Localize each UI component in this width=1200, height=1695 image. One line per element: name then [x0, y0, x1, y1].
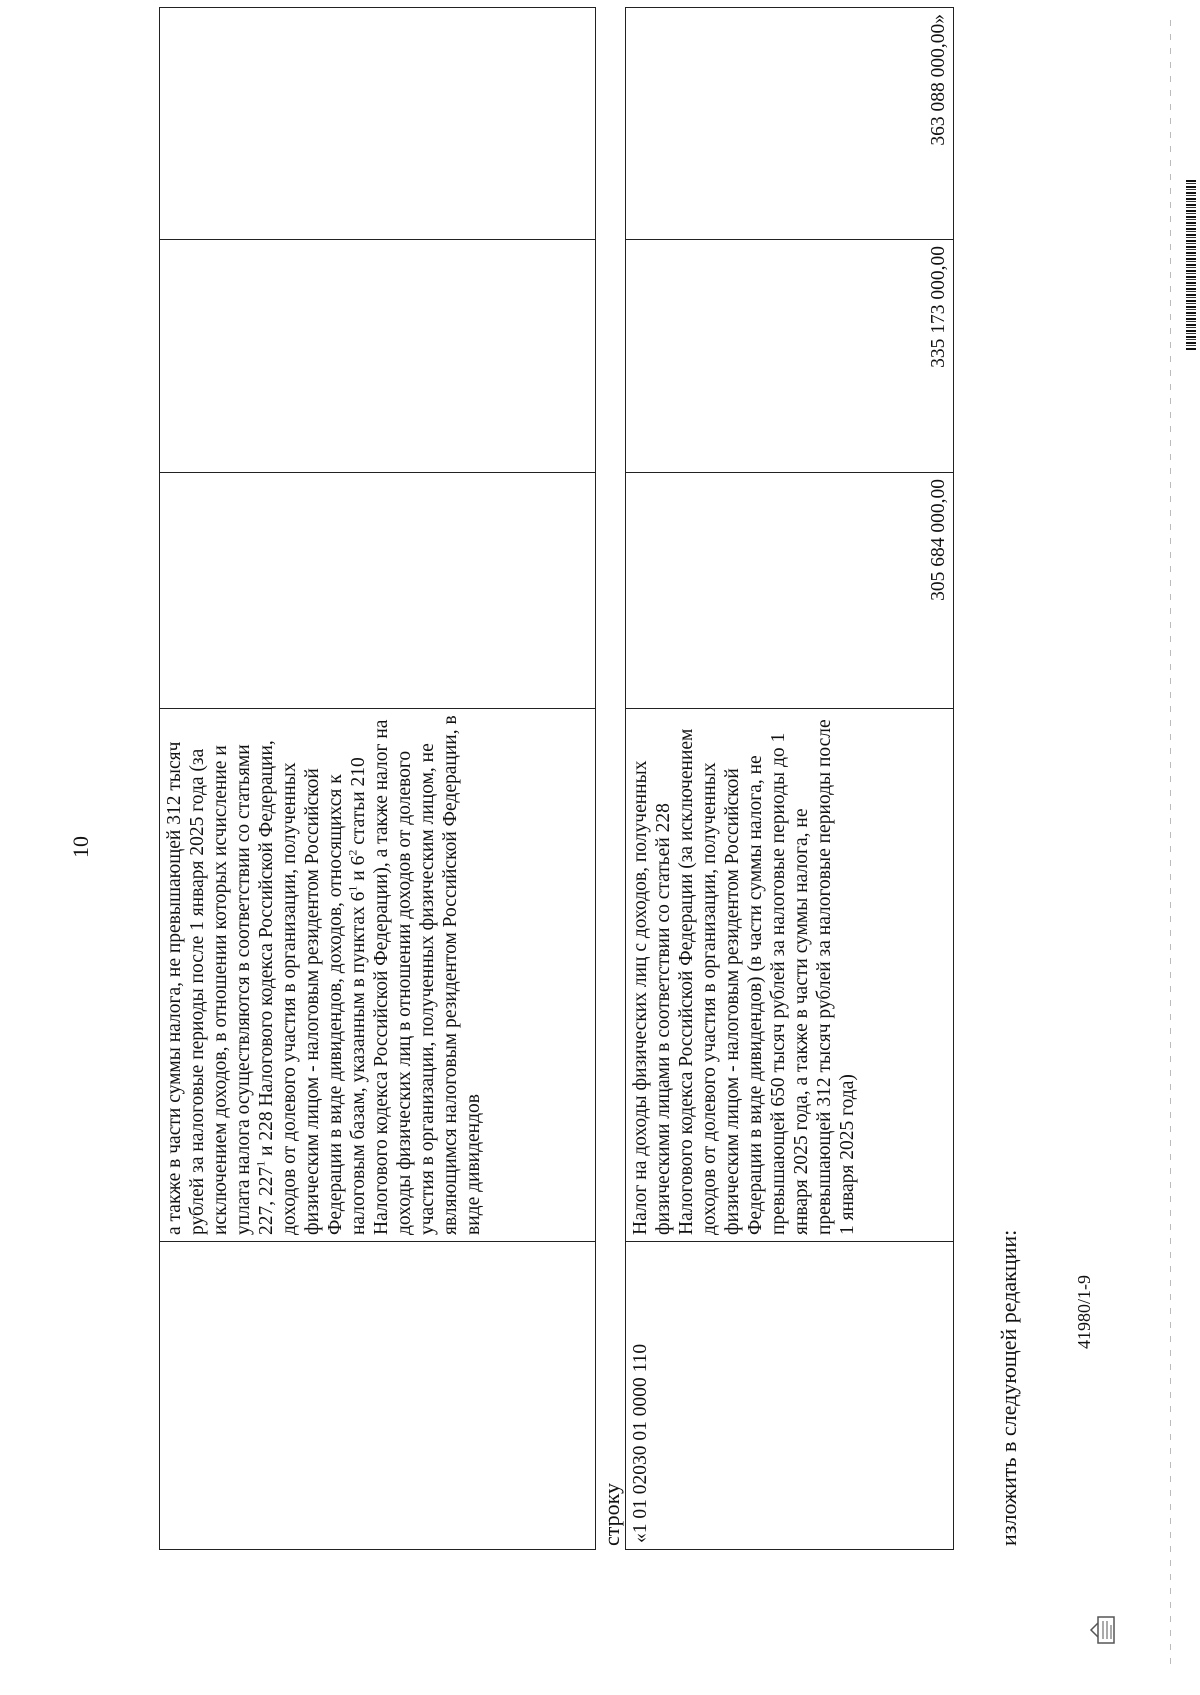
footer-instruction: изложить в следующей редакции: [996, 1229, 1021, 1546]
description-cell: Налог на доходы физических лиц с доходов, полученных физическими лицами в соответствии со статьей 228 Налогового кодекса Российской Федерации (за исключением доходов от долевого участия в организации, полученных физическим лицом - налоговым резидентом Российской Федерации в виде дивидендов) (в части суммы налога, не превышающей 650 тысяч рублей за налоговые периоды до 1 января 2025 года, а также в части суммы налога, не превышающей 312 тысяч рублей за налоговые периоды после 1 января 2025 года) [626, 709, 954, 1242]
description-cell: а также в части суммы налога, не превышающей 312 тысяч рублей за налоговые периоды после 1 января 2025 года (за исключением доходов, в отношении которых исчисление и уплата налога осуществляются в соответствии со статьями 227, $227^1$ и 228 Налогового кодекса Российской Федерации, доходов от долевого участия в организации, полученных физическим лицом - налоговым резидентом Российской Федерации в виде дивидендов, доходов, относящихся к налоговым базам, указанным в пунктах $6^1$ и $6^2$ статьи 210 Налогового кодекса Российской Федерации), а также налог на доходы физических лиц в отношении доходов от долевого участия в организации, полученных физическим лицом, не являющимся налоговым резидентом Российской Федерации, в виде дивидендов [160, 709, 596, 1242]
revenue-table-bottom [625, 7, 954, 1550]
label-stroku: строку [599, 1482, 624, 1546]
stamp-icon [1088, 1609, 1118, 1647]
amount-cell-2026: 363 088 000,00» [626, 8, 954, 240]
amount-cell-2024 [160, 473, 596, 709]
amount-cell-2026 [160, 8, 596, 240]
amount-cell-2025: 335 173 000,00 [626, 240, 954, 473]
table-row [626, 8, 954, 1550]
amount-cell-2024: 305 684 000,00 [626, 473, 954, 709]
page-number: 10 [68, 836, 93, 858]
code-cell: «1 01 02030 01 0000 110 [626, 1242, 954, 1550]
code-cell [160, 1242, 596, 1550]
document-code: 41980/1-9 [1074, 1275, 1094, 1349]
table-row [160, 8, 596, 1550]
revenue-table-top [159, 7, 596, 1550]
amount-cell-2025 [160, 240, 596, 473]
